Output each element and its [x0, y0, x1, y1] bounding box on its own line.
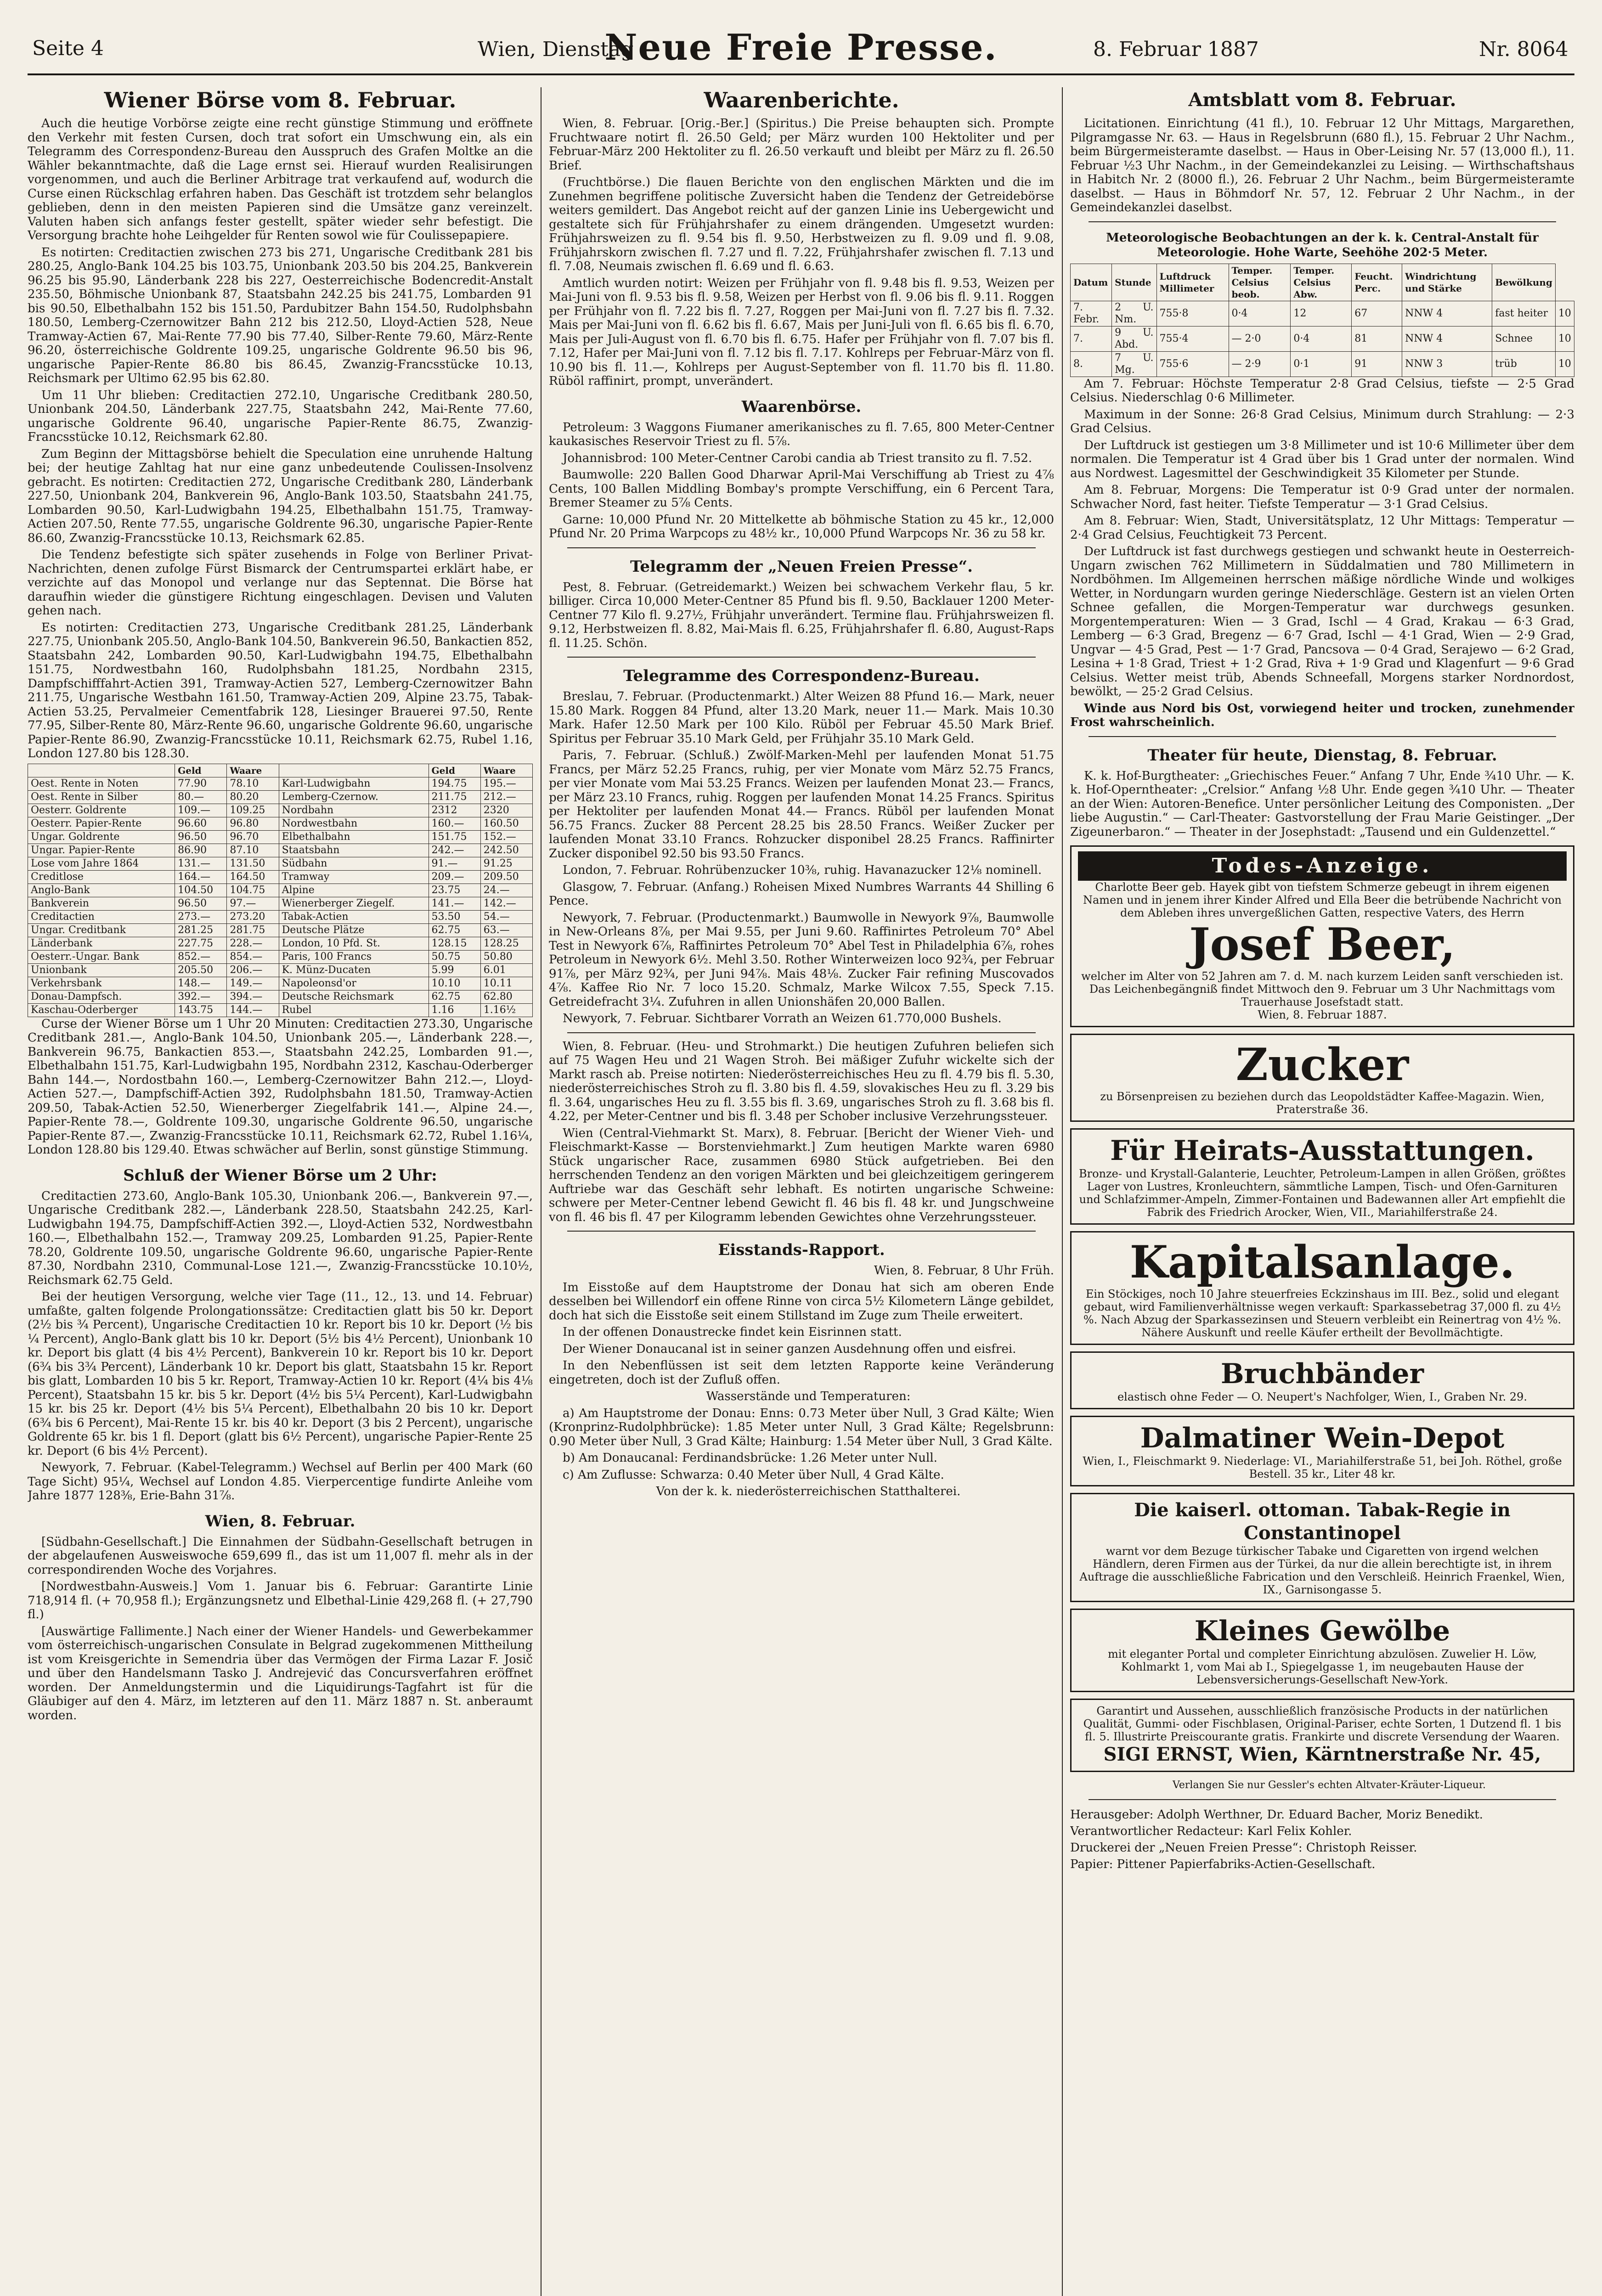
- table-cell: NNW 3: [1402, 351, 1492, 377]
- ad-tabak: [1070, 1493, 1574, 1602]
- table-cell: 96.60: [175, 817, 227, 830]
- table-cell: Karl-Ludwigbahn: [279, 777, 429, 790]
- table-cell: 80.20: [227, 790, 279, 804]
- ad-kapital: [1070, 1231, 1574, 1345]
- divider: [567, 547, 1036, 548]
- table-cell: 755·8: [1156, 301, 1229, 326]
- table-cell: Tramway: [279, 870, 429, 884]
- table-cell: 10.11: [480, 977, 532, 990]
- table-cell: 23.75: [429, 884, 480, 897]
- table-cell: 97.—: [227, 897, 279, 910]
- table-header: Geld: [175, 764, 227, 777]
- paragraph: Breslau, 7. Februar. (Productenmarkt.) Alter Weizen 88 Pfund 16.— Mark, neuer 15.80 Mark. Roggen 84 Pfund, alter 13.20 Mark, neuer 11.— Mark. Mais 10.30 Mark. Hafer 12.50 Mark per 100 Kilo. Rüböl per Februar 45.50 Mark Brief. Spiritus per Februar 35.10 Mark Geld, per Frühjahr 35.10 Mark Geld.: [549, 690, 1054, 746]
- paragraph: [Nordwestbahn-Ausweis.] Vom 1. Januar bis 6. Februar: Garantirte Linie 718,914 fl. (+ 70,958 fl.); Ergänzungsnetz und Elbethal-Linie 429,268 fl. (+ 27,790 fl.): [28, 1580, 533, 1621]
- table-cell: 10.10: [429, 977, 480, 990]
- paragraph: Pest, 8. Februar. (Getreidemarkt.) Weizen bei schwachem Verkehr flau, 5 kr. billiger. Circa 10,000 Meter-Centner 85 Pfund bis fl. 9.50, Backlauer 1200 Meter-Centner 77 Kilo fl. 9.27½, Frühjahr unverändert. Termine flau. Frühjahrsweizen fl. 9.12, Herbstweizen fl. 8.82, Mai-Mais fl. 6.25, Frühjahrshafer fl. 6.80, August-Raps fl. 11.25. Schön.: [549, 580, 1054, 650]
- paragraph: Auch die heutige Vorbörse zeigte eine recht günstige Stimmung und eröffnete den Verkehr mit festen Cursen, doch trat sofort ein Umschwung ein, als ein Telegramm des Correspondenz-Bureau den Ausspruch des Grafen Moltke an die Wähler bekanntmachte, daß die Lage ernst sei. Hierauf wurden Realisirungen vorgenommen, und auch die Berliner Arbitrage trat verkaufend auf, wodurch die Curse einen Rückschlag erfahren haben. Das Geschäft ist trotzdem sehr belanglos geblieben, denn in den meisten Papieren sind die Umsätze ganz vereinzelt. Valuten haben sich anfangs fester gestellt, später wieder sehr befestigt. Die Versorgung brachte hohe Leihgelder für Renten sowol wie für Coulissepapiere.: [28, 117, 533, 242]
- table-cell: 2320: [480, 804, 532, 817]
- table-cell: — 2·0: [1229, 326, 1291, 351]
- table-cell: Oest. Rente in Noten: [28, 777, 175, 790]
- paragraph: Wien, 8. Februar. [Orig.-Ber.] (Spiritus.) Die Preise behaupten sich. Prompte Fruchtwaare notirt fl. 26.50 Geld; per März wurden 100 Hektoliter und per Februar-März 200 Hektoliter zu fl. 26.50 verkauft und bleibt per März zu fl. 26.50 Brief.: [549, 117, 1054, 173]
- ad-text: zu Börsenpreisen zu beziehen durch das Leopoldstädter Kaffee-Magazin. Wien, Praterstraße 36.: [1100, 1090, 1545, 1116]
- table-cell: 7.: [1071, 326, 1112, 351]
- ad-text: Garantirt und Aussehen, ausschließlich französische Products in der natürlichen Qualität, Gummi- oder Fischblasen, Original-Pariser, echte Sorten, 1 Dutzend fl. 1 bis fl. 5. Illustrirte Preiscourante gratis. Frankirte und discrete Versendung der Waaren.: [1083, 1705, 1562, 1743]
- paragraph: London, 7. Februar. Rohrübenzucker 10⅜, ruhig. Havanazucker 12⅛ nominell.: [563, 863, 1042, 877]
- table-row: [28, 790, 533, 804]
- subheading: Meteorologische Beobachtungen an der k. k. Central-Anstalt für Meteorologie. Hohe Warte, Seehöhe 202·5 Meter.: [1106, 231, 1539, 259]
- table-cell: 7 U. Mg.: [1112, 351, 1156, 377]
- ad-gewoelbe: [1070, 1609, 1574, 1692]
- table-row: [28, 977, 533, 990]
- divider: [567, 657, 1036, 658]
- subheading: Waarenbörse.: [741, 397, 862, 416]
- paragraph: Wien, 8. Februar. (Heu- und Strohmarkt.) Die heutigen Zufuhren beliefen sich auf 75 Wagen Heu und 21 Wagen Stroh. Bei mäßiger Zufuhr wickelte sich der Markt rasch ab. Preise notirten: Niederösterreichisches Heu zu fl. 4.79 bis fl. 5.30, niederösterreichisches Stroh zu fl. 3.80 bis fl. 4.59, slovakisches Heu zu fl. 3.29 bis fl. 3.64, ungarisches Heu zu fl. 3.55 bis fl. 3.69, ungarisches Stroh zu fl. 3.68 bis fl. 4.22, per Meter-Centner und bis fl. 3.48 per Schober inclusive Verzehrungssteuer.: [549, 1039, 1054, 1123]
- table-cell: 50.75: [429, 950, 480, 963]
- table-cell: Unionbank: [28, 963, 175, 977]
- table-cell: Oesterr. Papier-Rente: [28, 817, 175, 830]
- paragraph: Curse der Wiener Börse um 1 Uhr 20 Minuten: Creditactien 273.30, Ungarische Creditbank 281.—, Anglo-Bank 104.50, Unionbank 205.—, Länderbank 228.—, Bankverein 96.75, Bankactien 853.—, Staatsbahn 242.25, Lombarden 91.—, Elbethalbahn 151.75, Karl-Ludwigbahn 195, Nordbahn 2312, Kaschau-Oderberger Bahn 144.—, Nordostbahn 160.—, Lemberg-Czernowitzer Bahn 212.—, Lloyd-Actien 527.—, Dampfschiff-Actien 392, Rudolphsbahn 181.50, Tramway-Actien 209.50, Tabak-Actien 52.50, Wienerberger Ziegelfabrik 141.—, Alpine 24.—, Papier-Rente 78.—, Goldrente 109.30, ungarische Goldrente 96.50, ungarische Papier-Rente 87.—, Zwanzig-Francsstücke 10.11, Reichsmark 62.72, Rubel 1.16¼, London 128.80 bis 129.40. Etwas schwächer auf Berlin, sonst günstige Stimmung.: [28, 1017, 533, 1157]
- table-cell: Alpine: [279, 884, 429, 897]
- paragraph: Newyork, 7. Februar. (Productenmarkt.) Baumwolle in Newyork 9⅞, Baumwolle in New-Orleans 8⅞, per Mai 9.55, per Juni 9.60. Raffinirtes Petroleum 70° Abel Test in Newyork 6⅞, Raffinirtes Petroleum 70° Abel Test in Philadelphia 6⅞, rohes Petroleum in Newyork 6½. Mehl 3.50. Rother Winterweizen loco 92¾, per Februar 91⅞, per März 92¾, per Juni 94⅞. Mais 48⅛. Zucker Fair refining Muscovados 4⅞. Kaffee Rio Nr. 7 loco 15.20. Schmalz, Marke Wilcox 7.55, Speck 7.15. Getreidefracht 3¼. Zufuhren in allen Unionshäfen 20,000 Ballen.: [549, 911, 1054, 1009]
- paragraph: Der Luftdruck ist fast durchwegs gestiegen und schwankt heute in Oesterreich-Ungarn zwischen 762 Millimetern in Süddalmatien und 780 Millimetern in Nordböhmen. Im Allgemeinen herrschen mäßige nördliche Winde und wolkiges Wetter, in Nordungarn wurden geringe Niederschläge. Gestern ist an vielen Orten Schnee gefallen, die Morgen-Temperatur war durchwegs gesunken. Morgentemperaturen: Wien — 3 Grad, Ischl — 4 Grad, Krakau — 6·3 Grad, Lemberg — 6·3 Grad, Bregenz — 6·7 Grad, Ischl — 4·1 Grad, Wien — 2·9 Grad, Ungvar — 4·5 Grad, Pest — 1·7 Grad, Pancsova — 0·4 Grad, Serajewo — 6·2 Grad, Lesina + 1·8 Grad, Triest + 1·2 Grad, Riva + 1·9 Grad und Klagenfurt — 9·6 Grad Celsius. Wetter meist trüb, Abends Schneefall, Morgens starker Nordnordost, bewölkt, — 25·2 Grad Celsius.: [1070, 545, 1574, 698]
- table-cell: 5.99: [429, 963, 480, 977]
- table-cell: Deutsche Plätze: [279, 923, 429, 937]
- table-cell: 81: [1352, 326, 1402, 351]
- table-row: [28, 777, 533, 790]
- table-header: Datum: [1071, 264, 1112, 301]
- issue-number: Nr. 8064: [1479, 38, 1568, 61]
- paragraph: Der Wiener Donaucanal ist in seiner ganzen Ausdehnung offen und eisfrei.: [563, 1342, 1016, 1356]
- table-cell: 160.50: [480, 817, 532, 830]
- divider: [1089, 221, 1556, 222]
- death-notice-title: Todes-Anzeige.: [1078, 851, 1567, 881]
- paragraph: [Südbahn-Gesellschaft.] Die Einnahmen der Südbahn-Gesellschaft betrugen in der abgelaufenen Ausweiswoche 659,699 fl., das ist um 11,007 fl. mehr als in der correspondirenden Woche des Vorjahres.: [28, 1535, 533, 1577]
- table-row: [28, 963, 533, 977]
- paragraph: Creditactien 273.60, Anglo-Bank 105.30, Unionbank 206.—, Bankverein 97.—, Ungarische Creditbank 282.—, Länderbank 228.50, Staatsbahn 242.25, Karl-Ludwigbahn 194.75, Dampfschiff-Actien 392.—, Lloyd-Actien 532, Nordwestbahn 160.—, Elbethalbahn 152.—, Tramway 209.25, Lombarden 91.25, Papier-Rente 78.20, Goldrente 109.50, ungarische Goldrente 96.60, ungarische Papier-Rente 87.30, Nordbahn 2310, Communal-Lose 121.—, Zwanzig-Francsstücke 10.10½, Reichsmark 62.75 Geld.: [28, 1189, 533, 1287]
- column-boerse: [28, 87, 533, 2296]
- table-row: [28, 857, 533, 870]
- subheading: Wien, 8. Februar.: [205, 1512, 355, 1531]
- table-row: [28, 1003, 533, 1017]
- table-cell: 149.—: [227, 977, 279, 990]
- ad-headline: Die kaiserl. ottoman. Tabak-Regie in Constantinopel: [1134, 1499, 1511, 1544]
- table-cell: 281.25: [175, 923, 227, 937]
- subheading: Schluß der Wiener Börse um 2 Uhr:: [123, 1166, 437, 1185]
- paragraph: Newyork, 7. Februar. Sichtbarer Vorrath an Weizen 61.770,000 Bushels.: [563, 1012, 1002, 1025]
- table-cell: 194.75: [429, 777, 480, 790]
- paragraph: (Fruchtbörse.) Die flauen Berichte von den englischen Märkten und die im Zunehmen begriffene politische Zuversicht haben die Tendenz der Getreidebörse weiters gemildert. Das Angebot reicht auf der ganzen Linie ins Uebergewicht und gestaltete sich für Frühjahrshafer zu einem drängenden. Umgesetzt wurden: Frühjahrsweizen zu fl. 9.54 bis fl. 9.50, Herbstweizen zu fl. 9.09 und fl. 9.08, Frühjahrskorn zwischen fl. 7.27 und fl. 7.22, Frühjahrshafer zwischen fl. 7.13 und fl. 7.08, Neumais zwischen fl. 6.69 und fl. 6.63.: [549, 175, 1054, 273]
- table-cell: Elbethalbahn: [279, 830, 429, 844]
- table-cell: 273.—: [175, 910, 227, 923]
- table-cell: 91.25: [480, 857, 532, 870]
- table-cell: 1.16½: [480, 1003, 532, 1017]
- table-cell: 209.50: [480, 870, 532, 884]
- table-header: Temper. Celsius Abw.: [1291, 264, 1352, 301]
- price-table: [28, 764, 533, 1017]
- table-cell: Tabak-Actien: [279, 910, 429, 923]
- paragraph: Amtlich wurden notirt: Weizen per Frühjahr von fl. 9.48 bis fl. 9.53, Weizen per Mai-Juni von fl. 9.53 bis fl. 9.58, Weizen per Herbst von fl. 9.06 bis fl. 9.11. Roggen per Frühjahr von fl. 7.22 bis fl. 7.27, Roggen per Mai-Juni von fl. 7.27 bis fl. 7.32. Mais per Mai-Juni von fl. 6.62 bis fl. 6.67, Mais per Juni-Juli von fl. 6.65 bis fl. 6.70, Mais per Juli-August von fl. 6.70 bis fl. 6.75. Hafer per Frühjahr von fl. 7.07 bis fl. 7.12, Hafer per Mai-Juni von fl. 7.12 bis fl. 7.17. Kohlreps per Februar-März von fl. 10.90 bis fl. 11.—, Kohlreps per August-September von fl. 11.70 bis fl. 11.80. Rüböl raffinirt, prompt, unverändert.: [549, 276, 1054, 388]
- table-cell: 1.16: [429, 1003, 480, 1017]
- subheading: Telegramm der „Neuen Freien Presse“.: [630, 557, 973, 576]
- place-day: Wien, Dienstag: [478, 38, 634, 61]
- ad-text: mit eleganter Portal und completer Einrichtung abzulösen. Zuwelier H. Löw, Kohlmarkt 1, vom Mai ab I., Spiegelgasse 1, im neugebauten Hause der Lebensversicherungs-Gesellschaft New-York.: [1108, 1648, 1537, 1686]
- table-cell: 96.80: [227, 817, 279, 830]
- table-header: Waare: [480, 764, 532, 777]
- table-cell: 78.10: [227, 777, 279, 790]
- imprint-editor: Verantwortlicher Redacteur: Karl Felix Kohler.: [1070, 1824, 1352, 1838]
- death-notice: [1070, 845, 1574, 1027]
- table-cell: 160.—: [429, 817, 480, 830]
- paragraph: Garne: 10,000 Pfund Nr. 20 Mittelkette ab böhmische Station zu 45 kr., 12,000 Pfund Nr. 20 Prima Warpcops zu 48½ kr., 10,000 Pfund Warpcops Nr. 36 zu 58 kr.: [549, 512, 1054, 540]
- paragraph: Johannisbrod: 100 Meter-Centner Carobi candia ab Triest transito zu fl. 7.52.: [563, 451, 1032, 465]
- table-row: [28, 844, 533, 857]
- deceased-name: Josef Beer,: [1189, 918, 1455, 970]
- paragraph: Newyork, 7. Februar. (Kabel-Telegramm.) Wechsel auf Berlin per 400 Mark (60 Tage Sicht) 95¼, Wechsel auf London 4.85. Vierpercentige fundirte Anleihe vom Jahre 1877 128⅜, Erie-Bahn 31⅞.: [28, 1461, 533, 1503]
- table-cell: Ungar. Goldrente: [28, 830, 175, 844]
- ad-sigi-ernst: [1070, 1699, 1574, 1772]
- table-row: [1071, 326, 1574, 351]
- table-cell: 9 U. Abd.: [1112, 326, 1156, 351]
- divider: [1089, 736, 1556, 737]
- table-cell: 10: [1555, 351, 1574, 377]
- table-header: Windrichtung und Stärke: [1402, 264, 1492, 301]
- table-cell: 109.25: [227, 804, 279, 817]
- table-cell: Ungar. Papier-Rente: [28, 844, 175, 857]
- table-row: [1071, 301, 1574, 326]
- table-cell: Rubel: [279, 1003, 429, 1017]
- table-row: [28, 950, 533, 963]
- table-cell: 63.—: [480, 923, 532, 937]
- table-cell: 53.50: [429, 910, 480, 923]
- paragraph: [Auswärtige Fallimente.] Nach einer der Wiener Handels- und Gewerbekammer vom österreichisch-ungarischen Consulate in Belgrad zugekommenen Mittheilung ist vom Kreisgerichte in Semendria über das Vermögen der Firma Lazar F. Josič und über den Handelsmann Tasko J. Andrejević das Concursverfahren eröffnet worden. Der Anmeldungstermin und die Liquidirungs-Tagfahrt ist für die Gläubiger auf den 4. März, im letzteren auf den 11. März 1887 n. St. anberaumt worden.: [28, 1624, 533, 1722]
- table-cell: 2 U. Nm.: [1112, 301, 1156, 326]
- paragraph: Am 7. Februar: Höchste Temperatur 2·8 Grad Celsius, tiefste — 2·5 Grad Celsius. Niederschlag 0·6 Millimeter.: [1070, 377, 1574, 405]
- ad-text: Bronze- und Krystall-Galanterie, Leuchter, Petroleum-Lampen in allen Größen, größtes Lager von Lustres, Kronleuchtern, sämmtliche Lampen, Tisch- und Ofen-Garnituren und Schlafzimmer-Ampeln, Zimmer-Fontainen und Badewannen aller Art empfiehlt die Fabrik des Friedrich Arocker, Wien, VII., Mariahilferstraße 24.: [1079, 1167, 1566, 1219]
- table-cell: 96.70: [227, 830, 279, 844]
- table-cell: Creditactien: [28, 910, 175, 923]
- table-cell: 80.—: [175, 790, 227, 804]
- paragraph: Licitationen. Einrichtung (41 fl.), 10. Februar 12 Uhr Mittags, Margarethen, Pilgramgasse Nr. 63. — Haus in Regelsbrunn (680 fl.), 15. Februar 2 Uhr Nachm., beim Bürgermeisteramte daselbst. — Haus in Ober-Leising Nr. 57 (13,000 fl.), 11. Februar ½3 Uhr Nachm., in der Gemeindekanzlei zu Leising. — Wirthschaftshaus in Habitch Nr. 2 (8000 fl.), 26. Februar 2 Uhr Nachm., beim Bürgermeisteramte daselbst. — Haus in Böhmdorf Nr. 57, 12. Februar 2 Uhr Nachm., in der Gemeindekanzlei daselbst.: [1070, 117, 1574, 214]
- table-row: [28, 870, 533, 884]
- ad-text: warnt vor dem Bezuge türkischer Tabake und Cigaretten von irgend welchen Händlern, deren Firmen aus der Türkei, da nur die allein berechtigte ist, in ihrem Auftrage die ausschließliche Fabrication und den Verschleiß. Heinrich Fraenkel, Wien, IX., Garnisongasse 5.: [1079, 1545, 1565, 1596]
- table-cell: 131.50: [227, 857, 279, 870]
- ad-headline: Kapitalsanlage.: [1129, 1236, 1515, 1288]
- paragraph: K. k. Hof-Burgtheater: „Griechisches Feuer.“ Anfang 7 Uhr, Ende ¾10 Uhr. — K. k. Hof-Operntheater: „Crelsior.“ Anfang ½8 Uhr. Ende gegen ¾10 Uhr. — Theater an der Wien: Autoren-Benefice. Unter persönlicher Leitung des Componisten. „Der liebe Augustin.“ — Carl-Theater: Gastvorstellung der Frau Marie Geistinger. „Der Zigeunerbaron.“ — Theater in der Josephstadt: „Tausend und ein Guldenzettel.“: [1070, 769, 1574, 839]
- paragraph: In den Nebenflüssen ist seit dem letzten Rapporte keine Veränderung eingetreten, doch ist der Zufluß offen.: [549, 1359, 1054, 1387]
- imprint-printer: Druckerei der „Neuen Freien Presse“: Christoph Reisser.: [1070, 1840, 1417, 1855]
- table-cell: 2312: [429, 804, 480, 817]
- table-cell: 152.—: [480, 830, 532, 844]
- table-cell: 87.10: [227, 844, 279, 857]
- table-cell: 164.50: [227, 870, 279, 884]
- table-cell: 144.—: [227, 1003, 279, 1017]
- section-heading: Wiener Börse vom 8. Februar.: [104, 88, 457, 113]
- forecast: Winde aus Nord bis Ost, vorwiegend heiter und trocken, zunehmender Frost wahrscheinlich.: [1070, 701, 1574, 729]
- table-row: [28, 804, 533, 817]
- table-cell: 852.—: [175, 950, 227, 963]
- table-row: [28, 990, 533, 1003]
- table-cell: 91.—: [429, 857, 480, 870]
- table-cell: 755·6: [1156, 351, 1229, 377]
- table-cell: Napoleonsd'or: [279, 977, 429, 990]
- table-cell: 8.: [1071, 351, 1112, 377]
- table-cell: Länderbank: [28, 937, 175, 950]
- table-cell: 755·4: [1156, 326, 1229, 351]
- table-cell: 10: [1555, 326, 1574, 351]
- paragraph: Im Eisstoße auf dem Hauptstrome der Donau hat sich am oberen Ende desselben bei Willendorf ein offene Rinne von circa 5½ Kilometern Länge gebildet, doch hat sich die Eisstoße seit einem Stillstand im Zuge zum Theile erweitert.: [549, 1280, 1054, 1322]
- table-cell: Oest. Rente in Silber: [28, 790, 175, 804]
- paragraph: a) Am Hauptstrome der Donau: Enns: 0.73 Meter über Null, 3 Grad Kälte; Wien (Kronprinz-Rudolphbrücke): 1.85 Meter unter Null, 3 Grad Kälte; Regelsbrunn: 0.90 Meter über Null, 3 Grad Kälte; Hainburg: 1.54 Meter über Null, 3 Grad Kälte.: [549, 1406, 1054, 1448]
- table-cell: 394.—: [227, 990, 279, 1003]
- table-row: [28, 910, 533, 923]
- table-cell: 228.—: [227, 937, 279, 950]
- table-cell: Oesterr. Goldrente: [28, 804, 175, 817]
- ad-heirats: [1070, 1128, 1574, 1225]
- paragraph: Um 11 Uhr blieben: Creditactien 272.10, Ungarische Creditbank 280.50, Unionbank 204.50, Länderbank 227.75, Staatsbahn 242, Mai-Rente 77.60, ungarische Goldrente 96.40, ungarische Papier-Rente 86.75, Zwanzig-Francsstücke 10.12, Reichsmark 62.80.: [28, 388, 533, 444]
- ad-altvater: Verlangen Sie nur Gessler's echten Altvater-Kräuter-Liqueur.: [1173, 1779, 1486, 1791]
- ad-bruchbaender: [1070, 1351, 1574, 1409]
- table-cell: 91: [1352, 351, 1402, 377]
- death-notice-text: welcher im Alter von 52 Jahren am 7. d. M. nach kurzem Leiden sanft verschieden ist. Das Leichenbegängniß findet Mittwoch den 9. Februar um 3 Uhr Nachmittags vom Trauerhause Josefstadt statt.: [1081, 970, 1563, 1008]
- paragraph: Von der k. k. niederösterreichischen Statthalterei.: [656, 1485, 961, 1498]
- table-cell: 273.20: [227, 910, 279, 923]
- table-header: Temper. Celsius beob.: [1229, 264, 1291, 301]
- ad-headline: Kleines Gewölbe: [1194, 1615, 1450, 1647]
- table-cell: Paris, 100 Francs: [279, 950, 429, 963]
- table-cell: Nordbahn: [279, 804, 429, 817]
- paragraph: Maximum in der Sonne: 26·8 Grad Celsius, Minimum durch Strahlung: — 2·3 Grad Celsius.: [1070, 407, 1574, 435]
- paragraph: Wien (Central-Viehmarkt St. Marx), 8. Februar. [Bericht der Wiener Vieh- und Fleischmarkt-Kasse — Borstenviehmarkt.] Zum heutigen Markte waren 6980 Stück ungarischer Race, zusammen 6980 Stück aufgetrieben. Bei den herrschenden Tendenz an den vorigen Märkten und bei gleichzeitigem geringerem Auftriebe war das Geschäft sehr lebhaft. Es notirten ungarische Schweine: schwere per Meter-Centner lebend Gewicht fl. 46 bis fl. 48 kr. und Jungschweine von fl. 46 bis fl. 47 per Kilogramm lebenden Gewichtes ohne Verzehrungssteuer.: [549, 1126, 1054, 1224]
- table-cell: trüb: [1492, 351, 1556, 377]
- paragraph: Zum Beginn der Mittagsbörse behielt die Speculation eine unruhende Haltung bei; der heutige Zahltag hat nur eine ganz unbedeutende Coulissen-Insolvenz gebracht. Es notirten: Creditactien 272, Ungarische Creditbank 280, Länderbank 227.50, Unionbank 204, Bankverein 96, Anglo-Bank 103.50, Staatsbahn 241.75, Lombarden 90.50, Karl-Ludwigbahn 194.25, Elbethalbahn 151.75, Tramway-Actien 207.50, Rente 77.55, ungarische Goldrente 96.30, ungarische Papier-Rente 86.60, Zwanzig-Francsstücke 10.13, Reichsmark 62.85.: [28, 447, 533, 545]
- table-cell: 24.—: [480, 884, 532, 897]
- divider: [1089, 1799, 1556, 1800]
- table-cell: 131.—: [175, 857, 227, 870]
- table-cell: 128.25: [480, 937, 532, 950]
- table-row: [28, 817, 533, 830]
- table-cell: Anglo-Bank: [28, 884, 175, 897]
- table-cell: Deutsche Reichsmark: [279, 990, 429, 1003]
- imprint-publisher: Herausgeber: Adolph Werthner, Dr. Eduard Bacher, Moriz Benedikt.: [1070, 1807, 1484, 1822]
- ad-headline: SIGI ERNST, Wien, Kärntnerstraße Nr. 45,: [1103, 1744, 1541, 1765]
- section-heading: Amtsblatt vom 8. Februar.: [1188, 89, 1456, 111]
- paragraph: b) Am Donaucanal: Ferdinandsbrücke: 1.26 Meter unter Null.: [563, 1451, 937, 1465]
- table-cell: 62.75: [429, 923, 480, 937]
- paragraph: Am 8. Februar, Morgens: Die Temperatur ist 0·9 Grad unter der normalen. Schwacher Nord, fast heiter. Tiefste Temperatur — 3·1 Grad Celsius.: [1070, 483, 1574, 511]
- table-cell: 854.—: [227, 950, 279, 963]
- paragraph: Paris, 7. Februar. (Schluß.) Zwölf-Marken-Mehl per laufenden Monat 51.75 Francs, per März 52.25 Francs, ruhig, per vier Monate vom März 52.75 Francs, per vier Monate vom Mai 53.25 Francs. Weizen per laufenden Monat 23.— Francs, per März 23.10 Francs, ruhig. Roggen per laufenden Monat 14.25 Francs. Spiritus per Hektoliter per laufenden Monat 44.— Francs. Rüböl per laufenden Monat 56.75 Francs. Zucker 88 Percent 28.25 bis 28.50 Francs. Weißer Zucker per laufenden Monat 33.10 Francs. Rohzucker disponibel 28.25 Francs. Raffinirter Zucker disponibel 92.50 bis 93.50 Francs.: [549, 748, 1054, 861]
- divider: [567, 1032, 1036, 1033]
- ad-text: elastisch ohne Feder — O. Neupert's Nachfolger, Wien, I., Graben Nr. 29.: [1117, 1390, 1528, 1403]
- ad-headline: Bruchbänder: [1220, 1358, 1424, 1390]
- table-cell: Oesterr.-Ungar. Bank: [28, 950, 175, 963]
- section-heading: Waarenberichte.: [704, 88, 899, 113]
- table-cell: 128.15: [429, 937, 480, 950]
- paragraph: Es notirten: Creditactien 273, Ungarische Creditbank 281.25, Länderbank 227.75, Unionbank 205.50, Anglo-Bank 104.50, Bankverein 96.50, Bankactien 852, Staatsbahn 242, Lombarden 90.50, Karl-Ludwigbahn 194.75, Elbethalbahn 151.75, Nordwestbahn 160, Rudolphsbahn 181.25, Nordbahn 2315, Dampfschifffahrt-Actien 391, Tramway-Actien 527, Lemberg-Czernowitzer Bahn 211.75, Ungarische Westbahn 161.50, Tramway-Actien 209, Alpine 23.75, Tabak-Actien 53.25, Pervalmeier Cementfabrik 128, Liesinger Brauerei 97.50, Rente 77.95, Silber-Rente 80, März-Rente 96.60, ungarische Goldrente 96.60, ungarische Papier-Rente 86.90, Zwanzig-Francsstücke 10.11, Reichsmark 62.75, Rubel 1.16, London 127.80 bis 128.30.: [28, 620, 533, 760]
- table-cell: NNW 4: [1402, 326, 1492, 351]
- table-cell: 104.50: [175, 884, 227, 897]
- ad-text: Ein Stöckiges, noch 10 Jahre steuerfreies Eckzinshaus im III. Bez., solid und elegant gebaut, wird Familienverhältnisse wegen verkauft: Sparkassebetrag 37,000 fl. zu 4½ %. Nach Abzug der Sparkassezinsen und Steuern verbleibt ein Reinertrag von 4½ %. Nähere Auskunft und reelle Käufer ertheilt der Bevollmächtigte.: [1083, 1288, 1562, 1339]
- ad-headline: Dalmatiner Wein-Depot: [1140, 1422, 1505, 1454]
- death-notice-date: Wien, 8. Februar 1887.: [1258, 1008, 1387, 1021]
- table-cell: 212.—: [480, 790, 532, 804]
- ad-headline: Für Heirats-Ausstattungen.: [1110, 1135, 1534, 1167]
- table-cell: 242.50: [480, 844, 532, 857]
- table-cell: K. Münz-Ducaten: [279, 963, 429, 977]
- masthead: [28, 18, 1574, 75]
- page-number: Seite 4: [32, 37, 104, 60]
- table-cell: 0·1: [1291, 351, 1352, 377]
- table-header: Waare: [227, 764, 279, 777]
- table-header: [28, 764, 175, 777]
- paragraph: Wasserstände und Temperaturen:: [706, 1390, 911, 1403]
- table-cell: Kaschau-Oderberger: [28, 1003, 175, 1017]
- subheading: Theater für heute, Dienstag, 8. Februar.: [1147, 746, 1497, 765]
- table-cell: Donau-Dampfsch.: [28, 990, 175, 1003]
- table-cell: 392.—: [175, 990, 227, 1003]
- table-cell: 142.—: [480, 897, 532, 910]
- table-header: [279, 764, 429, 777]
- table-cell: London, 10 Pfd. St.: [279, 937, 429, 950]
- table-cell: 104.75: [227, 884, 279, 897]
- table-cell: 164.—: [175, 870, 227, 884]
- table-cell: Verkehrsbank: [28, 977, 175, 990]
- table-cell: — 2·9: [1229, 351, 1291, 377]
- table-cell: 227.75: [175, 937, 227, 950]
- table-header: Bewölkung: [1492, 264, 1556, 301]
- table-row: [1071, 351, 1574, 377]
- paragraph: In der offenen Donaustrecke findet kein Eisrinnen statt.: [563, 1325, 902, 1339]
- table-cell: Ungar. Creditbank: [28, 923, 175, 937]
- paragraph: Am 8. Februar: Wien, Stadt, Universitätsplatz, 12 Uhr Mittags: Temperatur — 2·4 Grad Celsius, Feuchtigkeit 73 Percent.: [1070, 514, 1574, 542]
- paragraph: Die Tendenz befestigte sich später zusehends in Folge von Berliner Privat-Nachrichten, denen zufolge Fürst Bismarck der Centrumspartei erklärt habe, er verzichte auf das Monopol und verlange nur das Septennat. Die Börse hat daraufhin wieder die günstigere Richtung eingeschlagen. Devisen und Valuten gehen nach.: [28, 548, 533, 618]
- imprint-paper: Papier: Pittener Papierfabriks-Actien-Gesellschaft.: [1070, 1857, 1376, 1871]
- paragraph: Baumwolle: 220 Ballen Good Dharwar April-Mai Verschiffung ab Triest zu 4⅞ Cents, 100 Ballen Middling Bombay's prompte Verschiffung, ein 6 Percent Tara, Bremer Steamer zu 5⅞ Cents.: [549, 468, 1054, 510]
- table-cell: 205.50: [175, 963, 227, 977]
- table-cell: 242.—: [429, 844, 480, 857]
- issue-date: 8. Februar 1887: [1093, 38, 1259, 61]
- death-notice-text: Charlotte Beer geb. Hayek gibt von tiefstem Schmerze gebeugt in ihrem eigenen Namen und in jenem ihrer Kinder Alfred und Ella Beer die betrübende Nachricht von dem Ableben ihres unvergeßlichen Gatten, respective Vaters, des Herrn: [1083, 881, 1562, 919]
- table-cell: 6.01: [480, 963, 532, 977]
- table-row: [28, 897, 533, 910]
- table-row: [28, 830, 533, 844]
- divider: [567, 1231, 1036, 1232]
- table-cell: 206.—: [227, 963, 279, 977]
- ad-headline: Zucker: [1235, 1039, 1409, 1091]
- newspaper-page: [28, 18, 1574, 2296]
- newspaper-title: Neue Freie Presse.: [604, 27, 998, 68]
- table-cell: 96.50: [175, 830, 227, 844]
- column-rule: [1062, 87, 1063, 2296]
- subheading: Telegramme des Correspondenz-Bureau.: [623, 667, 980, 685]
- imprint: [1070, 1806, 1574, 1873]
- table-cell: 209.—: [429, 870, 480, 884]
- table-cell: 195.—: [480, 777, 532, 790]
- table-cell: 211.75: [429, 790, 480, 804]
- table-cell: Südbahn: [279, 857, 429, 870]
- table-cell: Staatsbahn: [279, 844, 429, 857]
- table-cell: Wienerberger Ziegelf.: [279, 897, 429, 910]
- table-cell: 143.75: [175, 1003, 227, 1017]
- paragraph: Bei der heutigen Versorgung, welche vier Tage (11., 12., 13. und 14. Februar) umfaßte, galten folgende Prolongationssätze: Creditactien glatt bis 50 kr. Deport (2½ bis ¾ Percent), Ungarische Creditactien 10 kr. Report bis 10 kr. Deport (½ bis ¼ Percent), Anglo-Bank glatt bis 10 kr. Deport (5½ bis 4½ Percent), Unionbank 10 kr. Deport bis glatt (4 bis 4½ Percent), Bankverein 10 kr. Report bis 10 kr. Deport (6¾ bis 3¾ Percent), Länderbank 10 kr. Deport bis glatt, Staatsbahn 15 kr. Report bis glatt, Lombarden 10 bis 5 kr. Report, Tramway-Actien 10 kr. Report (4¼ bis 4⅛ Percent), Staatsbahn 15 kr. bis 5 kr. Deport (4½ bis 5¼ Percent), Karl-Ludwigbahn 15 kr. bis 25 kr. Deport (4½ bis 5¼ Percent), Elbethalbahn 20 bis 10 kr. Deport (6¾ bis 6 Percent), Mai-Rente 15 kr. bis 40 kr. Deport (3 bis 2 Percent), ungarische Goldrente 65 kr. bis 1 fl. Deport (glatt bis 6½ Percent), ungarische Papier-Rente 25 kr. Deport (6 bis 4½ Percent).: [28, 1290, 533, 1458]
- ad-text: Wien, I., Fleischmarkt 9. Niederlage: VI., Mariahilferstraße 51, bei Joh. Röthel, große Bestell. 35 kr., Liter 48 kr.: [1083, 1455, 1562, 1480]
- paragraph: c) Am Zuflusse: Schwarza: 0.40 Meter über Null, 4 Grad Kälte.: [563, 1468, 944, 1482]
- table-cell: Lemberg-Czernow.: [279, 790, 429, 804]
- table-cell: 281.75: [227, 923, 279, 937]
- table-cell: 0·4: [1229, 301, 1291, 326]
- table-cell: 0·4: [1291, 326, 1352, 351]
- table-header: Feucht. Perc.: [1352, 264, 1402, 301]
- table-cell: 7. Febr.: [1071, 301, 1112, 326]
- paragraph: Der Luftdruck ist gestiegen um 3·8 Millimeter und ist 10·6 Millimeter über dem normalen. Die Temperatur ist 4 Grad über bis 1 Grad unter der normalen. Wind aus Nordwest. Lagesmittel der Geschwindigkeit 35 Kilometer per Stunde.: [1070, 438, 1574, 480]
- table-header: Luftdruck Millimeter: [1156, 264, 1229, 301]
- table-cell: Lose vom Jahre 1864: [28, 857, 175, 870]
- table-cell: 50.80: [480, 950, 532, 963]
- table-header: Geld: [429, 764, 480, 777]
- table-cell: 54.—: [480, 910, 532, 923]
- table-cell: 148.—: [175, 977, 227, 990]
- table-row: [28, 884, 533, 897]
- weather-table: [1070, 264, 1574, 377]
- paragraph: Es notirten: Creditactien zwischen 273 bis 271, Ungarische Creditbank 281 bis 280.25, Anglo-Bank 104.25 bis 103.75, Unionbank 203.50 bis 204.25, Bankverein 96.25 bis 95.90, Länderbank 228 bis 227, Oesterreichische Bodencredit-Anstalt 235.50, Böhmische Unionbank 87, Staatsbahn 242.25 bis 241.75, Lombarden 91 bis 90.50, Elbethalbahn 152 bis 151.50, Pardubitzer Bahn 154.50, Rudolphsbahn 180.50, Lemberg-Czernowitzer Bahn 212 bis 212.50, Lloyd-Actien 528, Neue Tramway-Actien 67, Mai-Rente 77.90 bis 77.40, Silber-Rente 79.60, März-Rente 96.20, österreichische Goldrente 109.25, ungarische Goldrente 96.50 bis 96, ungarische Papier-Rente 86.80 bis 86.45, Zwanzig-Francsstücke 10.13, Reichsmark per Ultimo 62.95 bis 62.80.: [28, 245, 533, 385]
- subheading: Eisstands-Rapport.: [718, 1241, 885, 1259]
- table-cell: 141.—: [429, 897, 480, 910]
- table-cell: fast heiter: [1492, 301, 1556, 326]
- paragraph: Glasgow, 7. Februar. (Anfang.) Roheisen Mixed Numbres Warrants 44 Shilling 6 Pence.: [549, 880, 1054, 908]
- table-row: [28, 937, 533, 950]
- table-cell: Creditlose: [28, 870, 175, 884]
- ad-dalmatiner: [1070, 1416, 1574, 1486]
- table-cell: Schnee: [1492, 326, 1556, 351]
- paragraph: Wien, 8. Februar, 8 Uhr Früh.: [874, 1264, 1054, 1277]
- table-cell: 62.75: [429, 990, 480, 1003]
- table-cell: 10: [1555, 301, 1574, 326]
- column-amtsblatt: [1070, 87, 1574, 2296]
- table-cell: Bankverein: [28, 897, 175, 910]
- column-waaren: [549, 87, 1054, 2296]
- table-header: Stunde: [1112, 264, 1156, 301]
- table-cell: 67: [1352, 301, 1402, 326]
- table-cell: 151.75: [429, 830, 480, 844]
- column-rule: [541, 87, 542, 2296]
- table-cell: 77.90: [175, 777, 227, 790]
- table-cell: NNW 4: [1402, 301, 1492, 326]
- table-cell: Nordwestbahn: [279, 817, 429, 830]
- ad-zucker: [1070, 1034, 1574, 1122]
- table-row: [28, 923, 533, 937]
- table-cell: 109.—: [175, 804, 227, 817]
- table-cell: 12: [1291, 301, 1352, 326]
- table-cell: 96.50: [175, 897, 227, 910]
- table-cell: 62.80: [480, 990, 532, 1003]
- table-cell: 86.90: [175, 844, 227, 857]
- paragraph: Petroleum: 3 Waggons Fiumaner amerikanisches zu fl. 7.65, 800 Meter-Centner kaukasisches Reservoir Triest zu fl. 5⅞.: [549, 420, 1054, 448]
